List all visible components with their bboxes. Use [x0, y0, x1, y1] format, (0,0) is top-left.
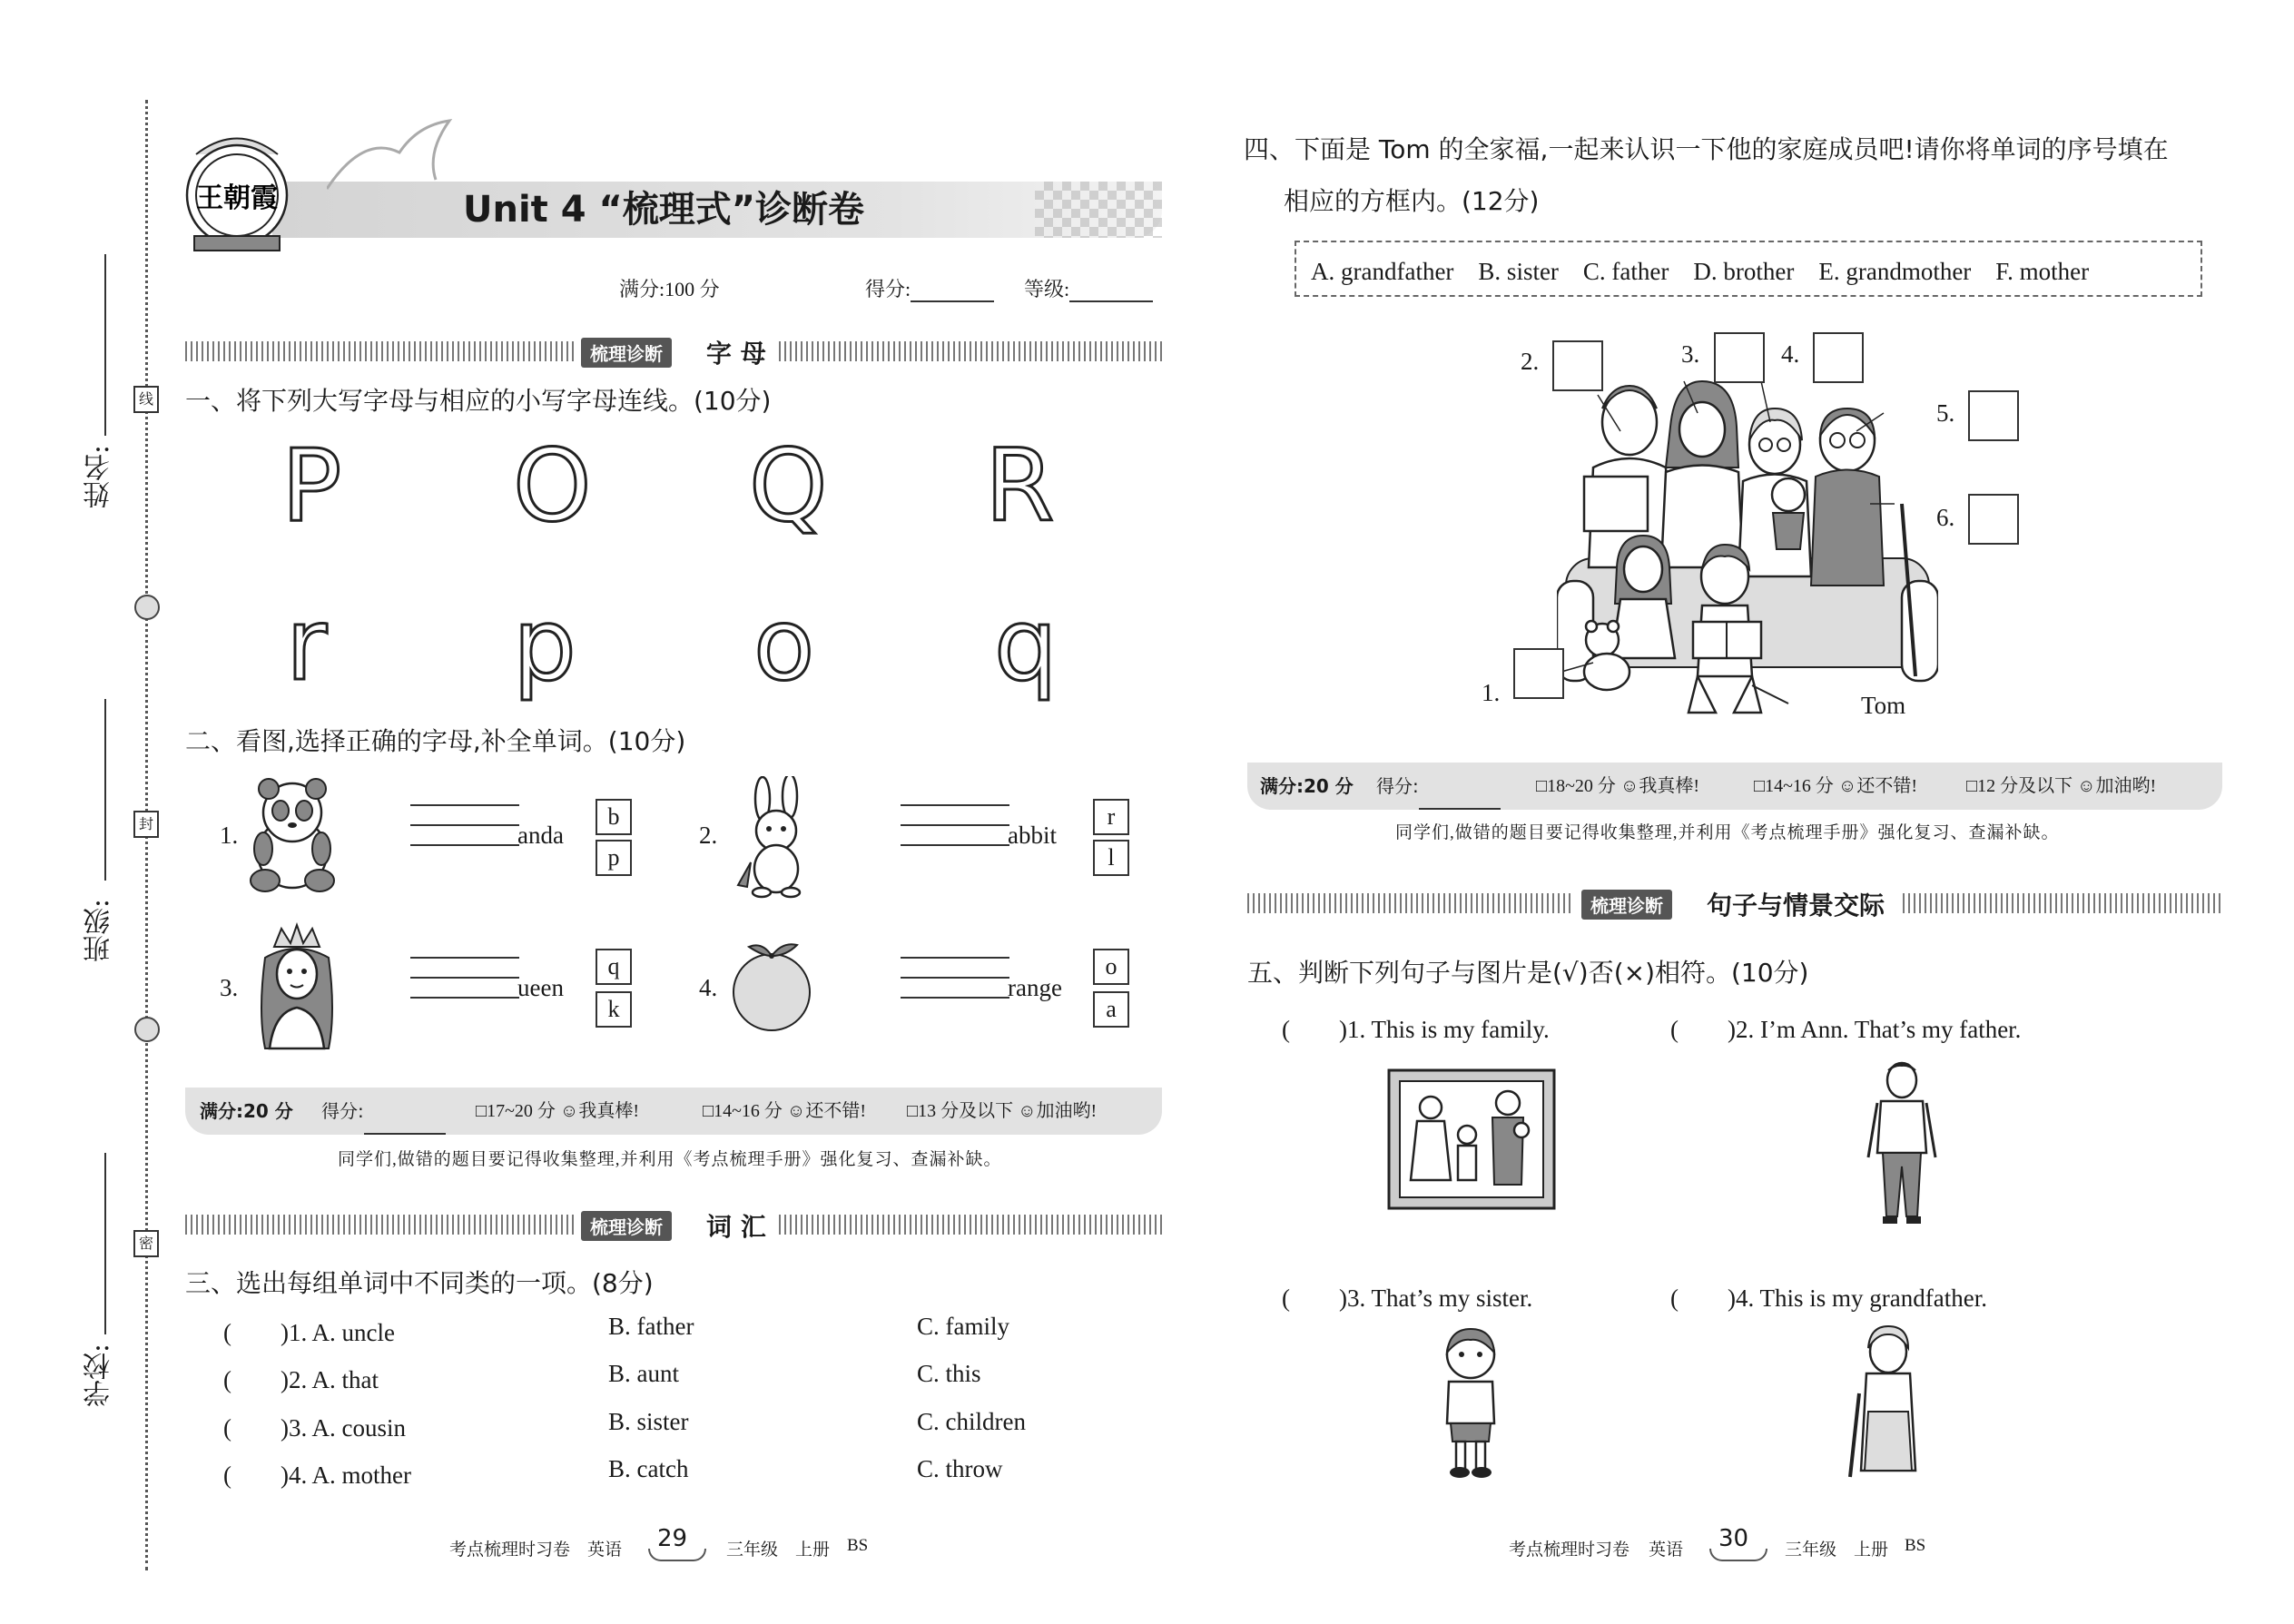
- name-label: 姓名:: [84, 445, 115, 509]
- feedback-full: 满分:20 分: [200, 1100, 293, 1122]
- neutral-face-icon: ☺: [786, 1101, 806, 1121]
- q4-answer-box[interactable]: [1513, 648, 1564, 699]
- margin-punch-dot: [134, 595, 160, 620]
- section-title-sentences: 句子与情景交际: [1707, 891, 1885, 920]
- answer-line[interactable]: [901, 957, 1009, 959]
- q2-item-number: 4.: [699, 974, 718, 1001]
- footer-edition: BS: [847, 1536, 869, 1555]
- word-suffix: ueen: [517, 974, 564, 1001]
- cheer-face-icon: ☺: [1018, 1101, 1037, 1121]
- word-suffix: anda: [517, 822, 564, 849]
- q4-word-options: A. grandfather B. sister C. father D. brother E. grandmother F. mother: [1311, 258, 2090, 285]
- q2-item-number: 3.: [220, 974, 239, 1001]
- footer-term: 上册: [1854, 1540, 1889, 1560]
- q3-option-a[interactable]: ( )3. A. cousin: [223, 1414, 406, 1442]
- q4-answer-box[interactable]: [1968, 494, 2019, 545]
- footer-edition: BS: [1905, 1536, 1926, 1555]
- tom-label: Tom: [1861, 692, 1906, 719]
- section-divider: [185, 1215, 576, 1235]
- section-divider: [779, 1215, 1162, 1235]
- wangzhaoxia-logo: [178, 118, 296, 254]
- lowercase-letter: q: [994, 586, 1058, 703]
- ribbon-icon: [327, 116, 454, 198]
- footer-subject: 英语: [1649, 1540, 1684, 1560]
- q2-item-number: 1.: [220, 822, 239, 849]
- feedback-score-blank[interactable]: [1419, 781, 1501, 810]
- footer-book: 考点梳理时习卷: [449, 1540, 571, 1560]
- answer-line[interactable]: [410, 997, 519, 999]
- page-title: Unit 4 “梳理式”诊断卷: [463, 189, 865, 231]
- word-suffix: abbit: [1008, 822, 1057, 849]
- page-number: 30: [1718, 1525, 1749, 1552]
- answer-line[interactable]: [410, 957, 519, 959]
- q3-option-c[interactable]: C. throw: [917, 1455, 1003, 1482]
- feedback-tier[interactable]: □18~20 分 ☺我真棒!: [1536, 776, 1699, 796]
- answer-line[interactable]: [901, 844, 1009, 846]
- uppercase-letter: O: [513, 428, 592, 544]
- word-suffix: range: [1008, 974, 1062, 1001]
- neutral-face-icon: ☺: [1837, 776, 1857, 796]
- q3-option-b[interactable]: B. sister: [608, 1408, 689, 1435]
- section-divider: [1903, 893, 2222, 913]
- class-label: 班级:: [84, 899, 115, 963]
- section-divider: [1247, 893, 1574, 913]
- answer-line[interactable]: [410, 804, 519, 806]
- score-label: 得分:: [865, 274, 994, 302]
- title-checker-pattern: [1035, 182, 1162, 238]
- letter-option[interactable]: a: [1093, 991, 1129, 1028]
- self-assessment-bar: [185, 1088, 1162, 1135]
- letter-option[interactable]: r: [1093, 799, 1129, 835]
- family-photo-icon: [1557, 359, 1938, 722]
- footer-subject: 英语: [587, 1540, 623, 1560]
- section-title-letters: 字 母: [706, 339, 766, 369]
- footer-grade: 三年级: [1785, 1540, 1837, 1560]
- q3-option-a[interactable]: ( )1. A. uncle: [223, 1319, 395, 1346]
- letter-option[interactable]: b: [596, 799, 632, 835]
- answer-line[interactable]: [410, 824, 519, 826]
- family-picture-icon: [1385, 1067, 1558, 1212]
- feedback-note: 同学们,做错的题目要记得收集整理,并利用《考点梳理手册》强化复习、查漏补缺。: [338, 1150, 1002, 1169]
- uppercase-letter: P: [281, 428, 342, 544]
- q3-option-b[interactable]: B. aunt: [608, 1360, 679, 1387]
- section-tag: 梳理诊断: [581, 1211, 672, 1241]
- q4-answer-box[interactable]: [1813, 332, 1864, 383]
- school-label: 学校:: [84, 1343, 115, 1408]
- panda-icon: [247, 776, 338, 894]
- feedback-score-blank[interactable]: [364, 1106, 446, 1135]
- grade-blank[interactable]: [1069, 300, 1153, 302]
- q4-box-label: 5.: [1936, 399, 1955, 427]
- feedback-note: 同学们,做错的题目要记得收集整理,并利用《考点梳理手册》强化复习、查漏补缺。: [1395, 823, 2060, 842]
- answer-line[interactable]: [901, 824, 1009, 826]
- q2-title: 二、看图,选择正确的字母,补全单词。(10分): [185, 726, 686, 756]
- letter-option[interactable]: k: [596, 991, 632, 1028]
- q3-option-c[interactable]: C. children: [917, 1408, 1026, 1435]
- q3-option-b[interactable]: B. catch: [608, 1455, 689, 1482]
- feedback-tier[interactable]: □17~20 分 ☺我真棒!: [476, 1101, 639, 1121]
- letter-option[interactable]: l: [1093, 840, 1129, 876]
- q4-title-line1: 四、下面是 Tom 的全家福,一起来认识一下他的家庭成员吧!请你将单词的序号填在: [1244, 134, 2169, 164]
- q4-answer-box[interactable]: [1552, 340, 1603, 391]
- page-number-decoration: [1709, 1549, 1767, 1561]
- feedback-tier[interactable]: □12 分及以下 ☺加油哟!: [1966, 776, 2157, 796]
- q4-answer-box[interactable]: [1968, 390, 2019, 441]
- q5-statement[interactable]: ( )2. I’m Ann. That’s my father.: [1670, 1016, 2022, 1043]
- margin-seal-box: 线: [133, 386, 159, 413]
- footer-term: 上册: [795, 1540, 831, 1560]
- lowercase-letter: p: [513, 586, 576, 703]
- q4-box-label: 6.: [1936, 504, 1955, 531]
- section-divider: [779, 341, 1162, 361]
- answer-line[interactable]: [901, 997, 1009, 999]
- rabbit-icon: [731, 776, 822, 899]
- feedback-score: 得分:: [1376, 763, 1501, 810]
- q5-statement[interactable]: ( )1. This is my family.: [1282, 1016, 1550, 1043]
- feedback-full: 满分:20 分: [1260, 775, 1354, 797]
- q4-answer-box[interactable]: [1714, 332, 1765, 383]
- score-blank[interactable]: [911, 300, 994, 302]
- grade-label: 等级:: [1024, 274, 1153, 302]
- lowercase-letter: o: [753, 586, 815, 703]
- section-divider: [185, 341, 576, 361]
- letter-option[interactable]: o: [1093, 949, 1129, 985]
- smile-icon: ☺: [1620, 776, 1639, 796]
- page-number: 29: [657, 1525, 688, 1552]
- letter-option[interactable]: q: [596, 949, 632, 985]
- answer-line[interactable]: [901, 804, 1009, 806]
- q1-title: 一、将下列大写字母与相应的小写字母连线。(10分): [185, 386, 772, 416]
- orange-icon: [726, 940, 817, 1035]
- q3-option-b[interactable]: B. father: [608, 1313, 694, 1340]
- section-tag: 梳理诊断: [581, 338, 672, 368]
- q4-box-label: 4.: [1781, 340, 1800, 368]
- q3-title: 三、选出每组单词中不同类的一项。(8分): [185, 1268, 654, 1298]
- q3-option-c[interactable]: C. family: [917, 1313, 1009, 1340]
- q3-option-a[interactable]: ( )2. A. that: [223, 1366, 379, 1393]
- q4-title-line2: 相应的方框内。(12分): [1284, 186, 1540, 216]
- letter-option[interactable]: p: [596, 840, 632, 876]
- feedback-score: 得分:: [321, 1088, 446, 1135]
- feedback-tier[interactable]: □14~16 分 ☺还不错!: [703, 1101, 866, 1121]
- boy-icon: [1427, 1325, 1514, 1480]
- feedback-tier[interactable]: □14~16 分 ☺还不错!: [1754, 776, 1917, 796]
- q4-box-label: 2.: [1521, 348, 1540, 375]
- q2-item-number: 2.: [699, 822, 718, 849]
- self-assessment-bar: [1247, 763, 2222, 810]
- uppercase-letter: R: [985, 428, 1055, 544]
- queen-icon: [247, 921, 347, 1053]
- man-icon: [1861, 1058, 1943, 1230]
- answer-line[interactable]: [410, 977, 519, 979]
- footer-grade: 三年级: [726, 1540, 779, 1560]
- class-write-line: [104, 699, 106, 881]
- q3-option-c[interactable]: C. this: [917, 1360, 981, 1387]
- margin-seal-box: 封: [133, 811, 159, 838]
- full-marks: 满分:100 分: [619, 278, 720, 300]
- smile-icon: ☺: [559, 1101, 579, 1121]
- answer-line[interactable]: [901, 977, 1009, 979]
- q3-option-a[interactable]: ( )4. A. mother: [223, 1462, 411, 1489]
- answer-line[interactable]: [410, 844, 519, 846]
- q4-box-label: 3.: [1681, 340, 1700, 368]
- lowercase-letter: r: [286, 586, 328, 703]
- q5-statement[interactable]: ( )3. That’s my sister.: [1282, 1284, 1533, 1312]
- uppercase-letter: Q: [749, 428, 828, 544]
- logo-text: 王朝霞: [196, 182, 278, 214]
- grandmother-icon: [1841, 1321, 1932, 1484]
- cheer-face-icon: ☺: [2077, 776, 2096, 796]
- page-number-decoration: [648, 1549, 706, 1561]
- footer-book: 考点梳理时习卷: [1509, 1540, 1630, 1560]
- q4-box-label: 1.: [1482, 679, 1501, 706]
- name-write-line: [104, 254, 106, 436]
- margin-seal-box: 密: [133, 1230, 159, 1257]
- margin-punch-dot: [134, 1017, 160, 1042]
- q5-statement[interactable]: ( )4. This is my grandfather.: [1670, 1284, 1987, 1312]
- section-title-vocab: 词 汇: [706, 1212, 766, 1242]
- section-tag: 梳理诊断: [1581, 890, 1672, 920]
- school-write-line: [104, 1153, 106, 1334]
- q5-title: 五、判断下列句子与图片是(√)否(×)相符。(10分): [1247, 958, 1809, 988]
- feedback-tier[interactable]: □13 分及以下 ☺加油哟!: [907, 1101, 1098, 1121]
